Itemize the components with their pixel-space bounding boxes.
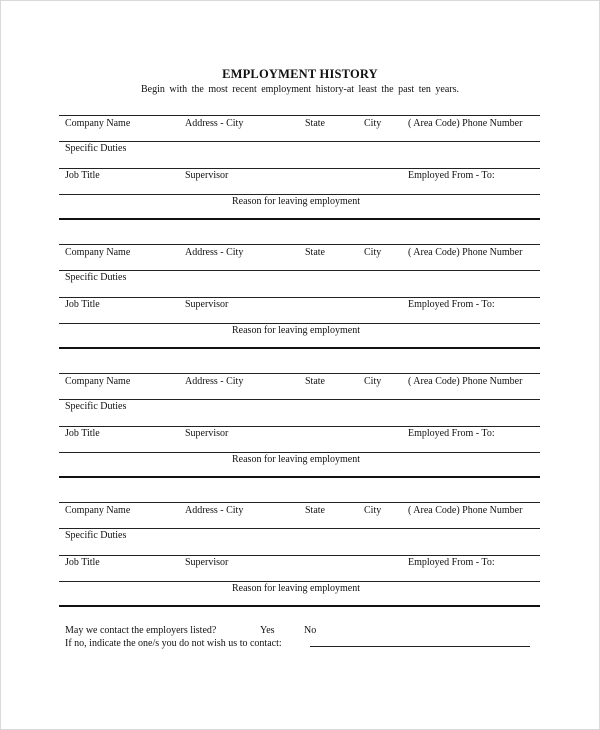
reason-leaving-field[interactable]: Reason for leaving employment [232,196,361,207]
employed-dates-field[interactable]: Employed From - To: [408,428,495,439]
state-field[interactable]: State [305,505,325,516]
job-title-field[interactable]: Job Title [65,428,100,439]
employment-entry-4 [59,502,540,610]
row-rule [59,426,540,427]
job-title-field[interactable]: Job Title [65,170,100,181]
row-rule [59,399,540,400]
if-no-instruction: If no, indicate the one/s you do not wish us to contact: [65,638,282,649]
city-field[interactable]: City [364,247,382,258]
city-field[interactable]: City [364,376,382,387]
row-rule [59,452,540,453]
supervisor-field[interactable]: Supervisor [185,170,229,181]
job-title-field[interactable]: Job Title [65,299,100,310]
specific-duties-field[interactable]: Specific Duties [65,530,127,541]
no-option[interactable]: No [304,625,317,636]
supervisor-field[interactable]: Supervisor [185,428,229,439]
entry-bottom-rule [59,605,540,607]
employment-entry-3 [59,373,540,481]
company-name-field[interactable]: Company Name [65,247,131,258]
row-rule [59,323,540,324]
state-field[interactable]: State [305,118,325,129]
entry-top-rule [59,115,540,116]
specific-duties-field[interactable]: Specific Duties [65,272,127,283]
do-not-contact-field[interactable] [310,646,530,647]
employment-entry-2 [59,244,540,352]
yes-option[interactable]: Yes [260,625,275,636]
entry-top-rule [59,502,540,503]
state-field[interactable]: State [305,247,325,258]
contact-question: May we contact the employers listed? [65,625,217,636]
specific-duties-field[interactable]: Specific Duties [65,401,127,412]
entry-bottom-rule [59,347,540,349]
address-city-field[interactable]: Address - City [185,118,244,129]
specific-duties-field[interactable]: Specific Duties [65,143,127,154]
phone-field[interactable]: ( Area Code) Phone Number [408,505,523,516]
row-rule [59,297,540,298]
job-title-field[interactable]: Job Title [65,557,100,568]
address-city-field[interactable]: Address - City [185,247,244,258]
company-name-field[interactable]: Company Name [65,505,131,516]
page-subtitle: Begin with the most recent employment history-at least the past ten years. [140,84,460,95]
entry-top-rule [59,244,540,245]
page-title: EMPLOYMENT HISTORY [222,67,378,81]
city-field[interactable]: City [364,505,382,516]
employed-dates-field[interactable]: Employed From - To: [408,557,495,568]
row-rule [59,528,540,529]
city-field[interactable]: City [364,118,382,129]
reason-leaving-field[interactable]: Reason for leaving employment [232,325,361,336]
employment-entry-1 [59,115,540,223]
company-name-field[interactable]: Company Name [65,118,131,129]
phone-field[interactable]: ( Area Code) Phone Number [408,376,523,387]
row-rule [59,555,540,556]
state-field[interactable]: State [305,376,325,387]
row-rule [59,270,540,271]
supervisor-field[interactable]: Supervisor [185,557,229,568]
address-city-field[interactable]: Address - City [185,376,244,387]
entry-bottom-rule [59,476,540,478]
supervisor-field[interactable]: Supervisor [185,299,229,310]
address-city-field[interactable]: Address - City [185,505,244,516]
reason-leaving-field[interactable]: Reason for leaving employment [232,583,361,594]
phone-field[interactable]: ( Area Code) Phone Number [408,247,523,258]
phone-field[interactable]: ( Area Code) Phone Number [408,118,523,129]
company-name-field[interactable]: Company Name [65,376,131,387]
employed-dates-field[interactable]: Employed From - To: [408,170,495,181]
row-rule [59,194,540,195]
entry-bottom-rule [59,218,540,220]
row-rule [59,141,540,142]
entry-top-rule [59,373,540,374]
row-rule [59,168,540,169]
reason-leaving-field[interactable]: Reason for leaving employment [232,454,361,465]
employed-dates-field[interactable]: Employed From - To: [408,299,495,310]
row-rule [59,581,540,582]
